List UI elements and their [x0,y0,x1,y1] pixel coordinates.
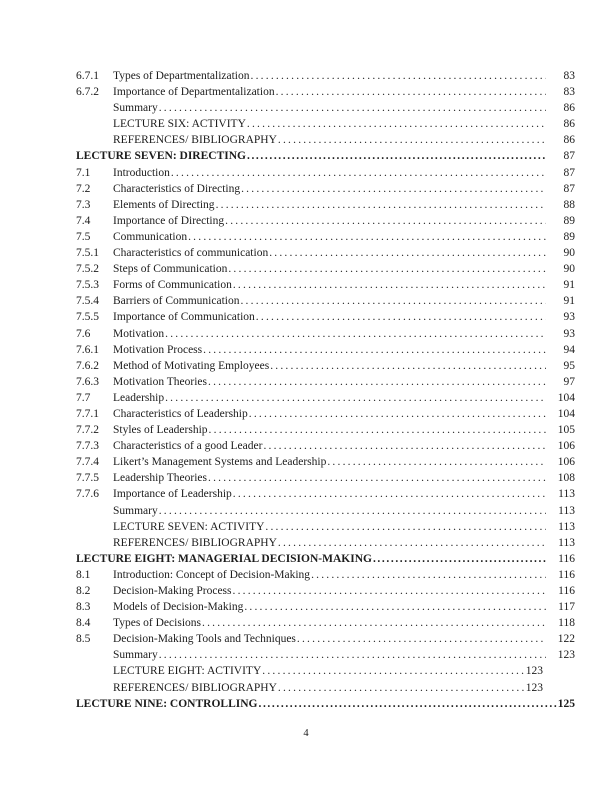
toc-entry-number: 7.6.2 [76,359,99,372]
toc-entry-number: 7.5.5 [76,311,99,324]
toc-row [76,116,575,132]
toc-entry-number: 7.5.4 [76,295,99,308]
toc-entry-number: 7.3 [76,198,91,211]
toc-row [76,245,575,261]
toc-entry-page: 125 [557,697,575,710]
toc-entry-number: 7.5 [76,230,91,243]
toc-entry-number: 7.7.3 [76,440,99,453]
toc-leader-dots [202,615,546,631]
toc-leader-dots [171,165,546,181]
toc-leader-dots [165,326,546,342]
toc-leader-dots [165,390,546,406]
toc-entry-title: REFERENCES/ BIBLIOGRAPHY [113,681,277,694]
toc-row [76,390,575,406]
toc-row [76,486,575,502]
toc-leader-dots [251,68,546,84]
toc-entry-title: Types of Decisions [113,617,201,630]
toc-entry-page: 106 [557,456,575,469]
toc-entry-page: 104 [557,407,575,420]
toc-entry-page: 105 [557,424,575,437]
toc-entry-page: 91 [563,279,575,292]
toc-entry-title: LECTURE EIGHT: MANAGERIAL DECISION-MAKING [76,552,372,565]
toc-entry-page: 90 [563,247,575,260]
toc-leader-dots [276,84,546,100]
toc-entry-number: 7.7 [76,391,91,404]
toc-entry-page: 83 [563,86,575,99]
toc-list [76,68,575,712]
toc-entry-title: Introduction: Concept of Decision-Making [113,568,311,581]
toc-entry-title: Characteristics of communication [113,247,269,260]
toc-row [76,197,575,213]
toc-entry-title: Likert’s Management Systems and Leadership [113,456,327,469]
toc-entry-page: 86 [563,134,575,147]
toc-row [76,696,575,712]
toc-entry-page: 86 [563,118,575,131]
toc-row [76,599,575,615]
toc-row [76,100,575,116]
toc-entry-number: 7.7.5 [76,472,99,485]
toc-entry-title: Motivation [113,327,165,340]
toc-entry-page: 108 [557,472,575,485]
toc-row [76,229,575,245]
toc-leader-dots [265,519,546,535]
toc-leader-dots [244,599,546,615]
toc-row [76,132,575,148]
toc-entry-number: 7.7.6 [76,488,99,501]
toc-entry-number: 7.2 [76,182,91,195]
toc-leader-dots [209,422,546,438]
toc-leader-dots [373,551,546,567]
toc-entry-title: Elements of Directing [113,198,215,211]
toc-entry-title: LECTURE NINE: CONTROLLING [76,697,258,710]
toc-leader-dots [188,229,546,245]
toc-leader-dots [247,116,546,132]
toc-row [76,374,575,390]
toc-entry-page: 89 [563,230,575,243]
toc-row [76,293,575,309]
toc-row [76,309,575,325]
toc-row [76,680,575,696]
toc-leader-dots [258,696,556,712]
toc-row [76,358,575,374]
toc-leader-dots [256,309,546,325]
toc-entry-title: Introduction [113,166,170,179]
toc-entry-page: 123 [525,681,543,694]
toc-entry-number: 7.6.1 [76,343,99,356]
toc-entry-number: 8.2 [76,585,91,597]
toc-entry-number: 8.4 [76,617,91,630]
toc-entry-page: 90 [563,263,575,276]
toc-row [76,277,575,293]
toc-leader-dots [208,374,546,390]
toc-row [76,583,575,599]
toc-entry-title: LECTURE EIGHT: ACTIVITY [113,665,262,678]
toc-leader-dots [249,406,546,422]
toc-entry-title: Summary [113,102,158,115]
toc-row [76,261,575,277]
toc-entry-page: 113 [558,504,575,517]
toc-leader-dots [270,358,546,374]
toc-entry-number: 7.5.2 [76,263,99,276]
toc-entry-title: Steps of Communication [113,263,228,276]
toc-row [76,342,575,358]
toc-entry-title: Forms of Communication [113,279,232,292]
toc-leader-dots [297,631,546,647]
toc-entry-title: Characteristics of Directing [113,182,241,195]
toc-entry-title: Importance of Leadership [113,488,232,501]
toc-entry-title: Leadership Theories [113,472,207,485]
toc-row [76,615,575,631]
toc-entry-page: 122 [557,633,575,646]
footer-page-number: 4 [303,728,309,739]
toc-entry-page: 83 [563,70,575,82]
toc-entry-number: 7.7.1 [76,407,99,420]
toc-row [76,438,575,454]
toc-entry-page: 117 [558,601,575,614]
toc-entry-page: 116 [558,568,575,581]
toc-row [76,567,575,583]
toc-entry-title: Barriers of Communication [113,295,240,308]
toc-entry-title: Characteristics of a good Leader [113,440,263,453]
toc-entry-title: LECTURE SEVEN: ACTIVITY [113,520,265,533]
toc-entry-number: 7.5.1 [76,247,99,260]
toc-leader-dots [225,213,546,229]
toc-entry-page: 87 [563,150,575,163]
toc-leader-dots [278,132,546,148]
toc-entry-title: Importance of Directing [113,214,225,227]
toc-leader-dots [216,197,546,213]
toc-leader-dots [159,100,546,116]
toc-row [76,470,575,486]
toc-row [76,84,575,100]
toc-row [76,535,575,551]
toc-entry-title: REFERENCES/ BIBLIOGRAPHY [113,134,277,147]
toc-leader-dots [269,245,546,261]
toc-leader-dots [327,454,546,470]
toc-row [76,165,575,181]
toc-leader-dots [233,583,547,599]
toc-entry-page: 94 [563,343,575,356]
toc-leader-dots [208,470,546,486]
toc-leader-dots [278,535,546,551]
toc-entry-number: 8.1 [76,568,91,581]
toc-entry-title: Decision-Making Process [113,585,232,597]
toc-entry-page: 93 [563,311,575,324]
toc-row [76,503,575,519]
toc-entry-title: Models of Decision-Making [113,601,244,614]
toc-entry-page: 106 [557,440,575,453]
toc-entry-title: Importance of Departmentalization [113,86,275,99]
toc-row [76,406,575,422]
toc-leader-dots [278,680,525,696]
toc-row [76,631,575,647]
toc-entry-page: 116 [558,585,575,597]
toc-leader-dots [240,293,546,309]
toc-leader-dots [311,567,546,583]
toc-entry-title: Motivation Theories [113,375,208,388]
toc-entry-title: REFERENCES/ BIBLIOGRAPHY [113,536,277,549]
toc-leader-dots [233,486,546,502]
toc-entry-number: 7.1 [76,166,91,179]
toc-leader-dots [203,342,546,358]
toc-leader-dots [263,438,546,454]
toc-entry-page: 93 [563,327,575,340]
toc-entry-page: 97 [563,375,575,388]
toc-entry-number: 7.7.4 [76,456,99,469]
toc-entry-title: Types of Departmentalization [113,70,250,82]
toc-entry-title: LECTURE SIX: ACTIVITY [113,118,246,131]
toc-entry-title: Importance of Communication [113,311,255,324]
toc-row [76,181,575,197]
toc-entry-number: 7.7.2 [76,424,99,437]
toc-entry-title: Characteristics of Leadership [113,407,248,420]
toc-row [76,454,575,470]
toc-entry-page: 113 [558,520,575,533]
toc-row [76,326,575,342]
toc-entry-page: 87 [563,182,575,195]
toc-row [76,422,575,438]
toc-entry-page: 91 [563,295,575,308]
toc-entry-page: 118 [558,617,575,630]
toc-leader-dots [262,663,524,679]
toc-entry-page: 88 [563,198,575,211]
toc-entry-title: LECTURE SEVEN: DIRECTING [76,150,246,163]
toc-entry-title: Leadership [113,391,165,404]
toc-entry-number: 6.7.1 [76,70,99,82]
toc-leader-dots [241,181,546,197]
toc-entry-page: 87 [563,166,575,179]
toc-leader-dots [159,503,546,519]
toc-row [76,213,575,229]
toc-entry-page: 104 [557,391,575,404]
toc-row [76,663,575,679]
toc-entry-page: 86 [563,102,575,115]
toc-row [76,519,575,535]
toc-entry-page: 113 [558,536,575,549]
toc-entry-number: 7.5.3 [76,279,99,292]
toc-entry-page: 123 [525,665,543,678]
toc-leader-dots [247,148,546,164]
toc-row [76,647,575,663]
toc-entry-page: 95 [563,359,575,372]
toc-entry-title: Method of Motivating Employees [113,359,270,372]
toc-entry-title: Motivation Process [113,343,203,356]
toc-entry-title: Summary [113,504,158,517]
toc-entry-page: 123 [557,649,575,662]
toc-entry-number: 8.3 [76,601,91,614]
toc-entry-title: Summary [113,649,158,662]
toc-entry-page: 116 [558,552,575,565]
toc-entry-number: 6.7.2 [76,86,99,99]
toc-leader-dots [159,647,546,663]
toc-leader-dots [233,277,546,293]
toc-entry-title: Decision-Making Tools and Techniques [113,633,296,646]
toc-entry-number: 7.4 [76,214,91,227]
toc-entry-number: 7.6 [76,327,91,340]
toc-entry-title: Styles of Leadership [113,424,208,437]
toc-entry-page: 113 [558,488,575,501]
toc-entry-number: 7.6.3 [76,375,99,388]
toc-entry-number: 8.5 [76,633,91,646]
toc-entry-title: Communication [113,230,188,243]
toc-entry-page: 89 [563,214,575,227]
toc-row [76,148,575,164]
toc-leader-dots [228,261,546,277]
toc-row [76,68,575,84]
toc-row [76,551,575,567]
